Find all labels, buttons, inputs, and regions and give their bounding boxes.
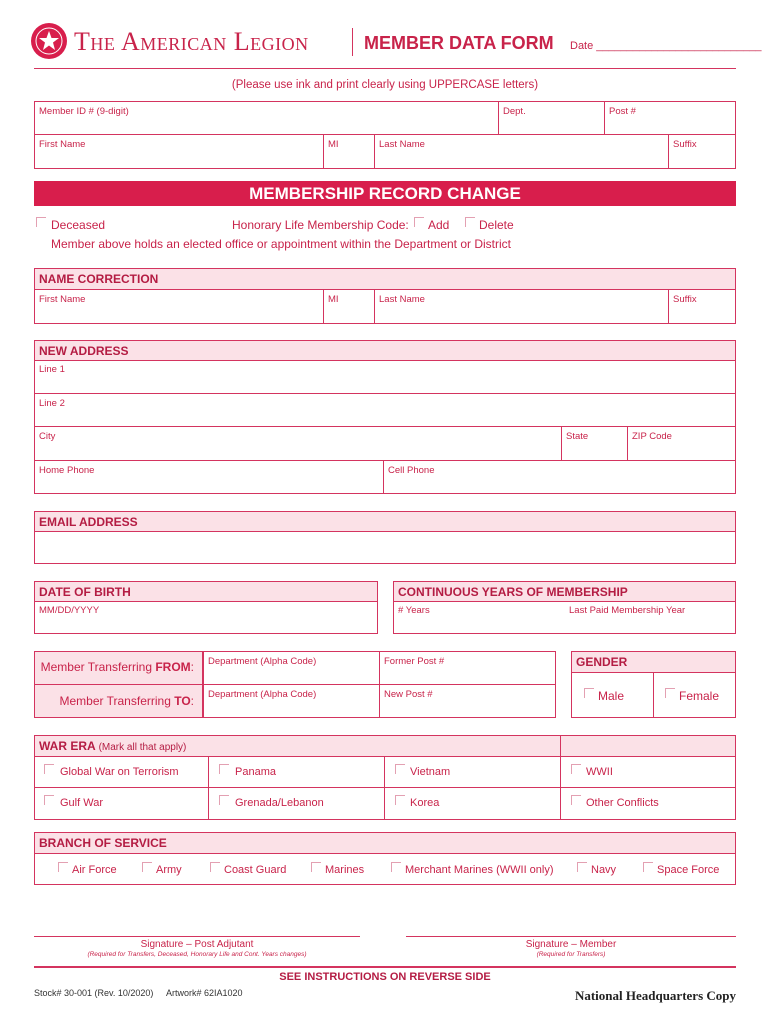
branch-spaceforce-label: Space Force xyxy=(657,864,720,876)
adjutant-signature-label: Signature – Post Adjutant xyxy=(140,939,254,950)
nc-mi-field[interactable]: MI xyxy=(328,294,339,305)
branch-navy-checkbox[interactable] xyxy=(577,862,587,872)
war-wwii-label: WWII xyxy=(586,766,613,778)
war-wwii-checkbox[interactable] xyxy=(571,764,581,774)
line2-field[interactable]: Line 2 xyxy=(39,398,65,409)
deceased-label: Deceased xyxy=(51,218,106,232)
copy-label: National Headquarters Copy xyxy=(574,988,736,1003)
branch-army-label: Army xyxy=(156,864,182,876)
state-field[interactable]: State xyxy=(566,431,589,442)
branch-airforce-label: Air Force xyxy=(72,864,117,876)
war-other-label: Other Conflicts xyxy=(586,797,659,809)
years-field[interactable]: # Years xyxy=(398,605,430,616)
from-dept-field[interactable]: Department (Alpha Code) xyxy=(208,656,317,667)
member-signature-note: (Required for Transfers) xyxy=(536,951,606,958)
cell-phone-field[interactable]: Cell Phone xyxy=(388,465,435,476)
zip-field[interactable]: ZIP Code xyxy=(632,431,672,442)
branch-header: BRANCH OF SERVICE xyxy=(34,832,736,853)
continuous-header: CONTINUOUS YEARS OF MEMBERSHIP xyxy=(393,581,736,601)
war-vietnam-checkbox[interactable] xyxy=(395,764,405,774)
new-address-header: NEW ADDRESS xyxy=(34,340,736,360)
new-post-field[interactable]: New Post # xyxy=(384,689,433,700)
instructions-text: (Please use ink and print clearly using UPPERCASE letters) xyxy=(231,79,539,91)
adjutant-signature-note: (Required for Transfers, Deceased, Honorary Life and Cont. Years changes) xyxy=(87,951,307,958)
nc-first-name-field[interactable]: First Name xyxy=(39,294,86,305)
transfer-to-label: Member Transferring TO: xyxy=(59,694,194,708)
war-gwot-checkbox[interactable] xyxy=(44,764,54,774)
last-paid-field[interactable]: Last Paid Membership Year xyxy=(569,605,686,616)
org-name: The American Legion xyxy=(74,27,309,56)
line1-field[interactable]: Line 1 xyxy=(39,364,65,375)
last-name-field[interactable]: Last Name xyxy=(379,139,425,150)
artwork-number: Artwork# 62IA1020 xyxy=(166,988,243,998)
transfer-from-label: Member Transferring FROM: xyxy=(40,660,194,674)
suffix-field[interactable]: Suffix xyxy=(673,139,697,150)
branch-merchant-checkbox[interactable] xyxy=(391,862,401,872)
mi-field[interactable]: MI xyxy=(328,139,339,150)
dob-header: DATE OF BIRTH xyxy=(34,581,378,601)
record-change-title: MEMBERSHIP RECORD CHANGE xyxy=(34,181,736,206)
email-field[interactable] xyxy=(34,531,736,564)
first-name-field[interactable]: First Name xyxy=(39,139,86,150)
dob-format-label: MM/DD/YYYY xyxy=(39,605,100,616)
honorary-add-label: Add xyxy=(428,218,450,232)
email-header: EMAIL ADDRESS xyxy=(34,511,736,531)
war-panama-label: Panama xyxy=(235,766,276,778)
war-korea-label: Korea xyxy=(410,797,440,809)
male-checkbox[interactable] xyxy=(584,688,594,698)
to-dept-field[interactable]: Department (Alpha Code) xyxy=(208,689,317,700)
war-grenada-checkbox[interactable] xyxy=(219,795,229,805)
branch-spaceforce-checkbox[interactable] xyxy=(643,862,653,872)
branch-coastguard-label: Coast Guard xyxy=(224,864,287,876)
member-signature-label: Signature – Member xyxy=(525,939,617,950)
honorary-label: Honorary Life Membership Code: xyxy=(232,218,409,232)
form-title: MEMBER DATA FORM xyxy=(364,33,554,53)
gender-header: GENDER xyxy=(571,651,736,672)
dept-field[interactable]: Dept. xyxy=(503,106,526,117)
branch-block xyxy=(34,853,736,885)
war-other-checkbox[interactable] xyxy=(571,795,581,805)
branch-marines-label: Marines xyxy=(325,864,365,876)
war-panama-checkbox[interactable] xyxy=(219,764,229,774)
nc-last-name-field[interactable]: Last Name xyxy=(379,294,425,305)
header-rule xyxy=(34,68,736,69)
war-era-title: WAR ERA (Mark all that apply) xyxy=(39,739,187,753)
war-grenada-label: Grenada/Lebanon xyxy=(235,797,324,809)
deceased-checkbox[interactable] xyxy=(36,217,46,227)
female-checkbox[interactable] xyxy=(665,688,675,698)
elected-office-label[interactable]: Member above holds an elected office or appointment within the Department or District xyxy=(51,237,512,251)
member-signature-line[interactable] xyxy=(406,936,736,937)
honorary-delete-checkbox[interactable] xyxy=(465,217,475,227)
branch-army-checkbox[interactable] xyxy=(142,862,152,872)
female-label: Female xyxy=(679,689,720,703)
home-phone-field[interactable]: Home Phone xyxy=(39,465,95,476)
legion-emblem xyxy=(30,22,68,60)
name-correction-header: NAME CORRECTION xyxy=(34,268,736,289)
member-id-field[interactable]: Member ID # (9-digit) xyxy=(39,106,129,117)
see-instructions-text: SEE INSTRUCTIONS ON REVERSE SIDE xyxy=(279,971,491,983)
date-field[interactable]: Date ___________________________ xyxy=(570,40,762,52)
new-address-block xyxy=(34,360,736,494)
former-post-field[interactable]: Former Post # xyxy=(384,656,445,667)
honorary-delete-label: Delete xyxy=(479,218,514,232)
war-vietnam-label: Vietnam xyxy=(410,766,451,778)
city-field[interactable]: City xyxy=(39,431,56,442)
nc-suffix-field[interactable]: Suffix xyxy=(673,294,697,305)
war-gulf-checkbox[interactable] xyxy=(44,795,54,805)
post-field[interactable]: Post # xyxy=(609,106,636,117)
branch-merchant-label: Merchant Marines (WWII only) xyxy=(405,864,554,876)
header-divider xyxy=(352,28,353,56)
branch-coastguard-checkbox[interactable] xyxy=(210,862,220,872)
branch-airforce-checkbox[interactable] xyxy=(58,862,68,872)
honorary-add-checkbox[interactable] xyxy=(414,217,424,227)
adjutant-signature-line[interactable] xyxy=(34,936,360,937)
branch-marines-checkbox[interactable] xyxy=(311,862,321,872)
war-gulf-label: Gulf War xyxy=(60,797,103,809)
stock-number: Stock# 30-001 (Rev. 10/2020) xyxy=(34,988,154,998)
male-label: Male xyxy=(598,689,625,703)
war-gwot-label: Global War on Terrorism xyxy=(60,766,179,778)
war-korea-checkbox[interactable] xyxy=(395,795,405,805)
footer-rule xyxy=(34,966,736,968)
branch-navy-label: Navy xyxy=(591,864,617,876)
